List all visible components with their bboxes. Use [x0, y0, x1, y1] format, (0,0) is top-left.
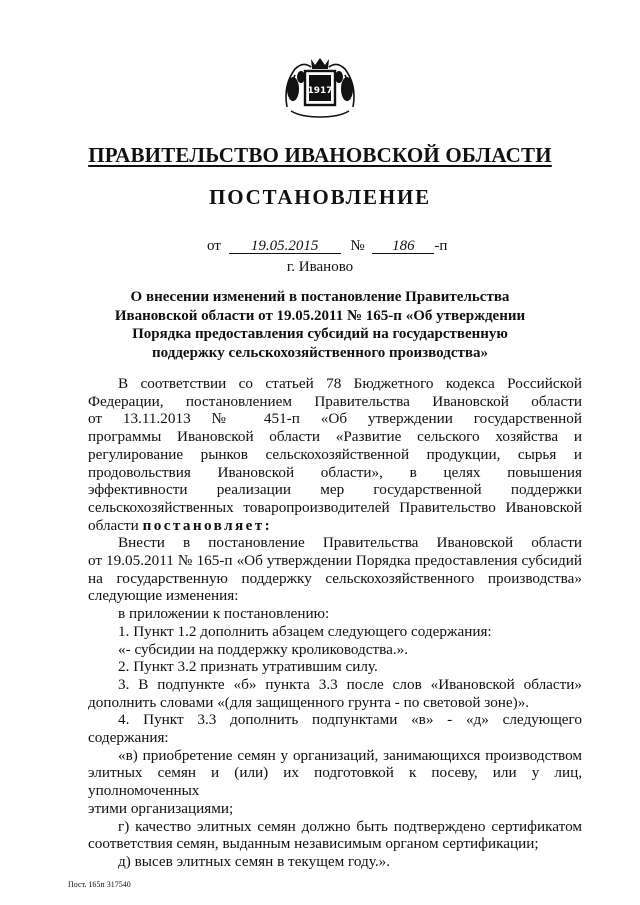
- document-subject: О внесении изменений в постановление Правительства Ивановской области от 19.05.2011 № 165-п «Об утверждении Порядка предоставления субсидий на государственную поддержку сельскохозяйственного производства»: [114, 289, 526, 361]
- preamble-line: программы Ивановской области «Развитие сельского хозяйства и: [88, 428, 582, 446]
- preamble-line: В соответствии со статьей 78 Бюджетного кодекса Российской: [118, 375, 582, 392]
- item-3-line: 3. В подпункте «б» пункта 3.3 после слов «Ивановской области»: [118, 675, 582, 693]
- preamble-line: продовольствия Ивановской области», в целях повышения: [88, 463, 582, 481]
- item-1: 1. Пункт 1.2 дополнить абзацем следующего содержания:: [118, 622, 492, 640]
- handwritten-number: 186: [372, 239, 434, 254]
- resolves-keyword: постановляет:: [142, 516, 273, 534]
- subitem-d-line: д) высев элитных семян в текущем году.».: [118, 852, 391, 870]
- date-number-line: [207, 238, 447, 255]
- item-4-line: 4. Пункт 3.3 дополнить подпунктами «в» - «д» следующего: [118, 711, 582, 729]
- amend-line: следующие изменения:: [88, 587, 239, 605]
- appendix-line: в приложении к постановлению:: [118, 605, 330, 623]
- emblem-year: 1917: [307, 86, 333, 96]
- handwritten-date: 19.05.2015: [229, 239, 341, 254]
- item-4-line: содержания:: [88, 729, 169, 747]
- preamble-last-line: [88, 517, 582, 535]
- government-title: ПРАВИТЕЛЬСТВО ИВАНОВСКОЙ ОБЛАСТИ: [88, 143, 552, 167]
- document-type: ПОСТАНОВЛЕНИЕ: [209, 185, 431, 209]
- subitem-v-line: «в) приобретение семян у организаций, занимающихся производством: [118, 746, 582, 764]
- preamble-line: от 13.11.2013 № 451-п «Об утверждении государственной: [88, 410, 582, 428]
- date-prefix: от: [207, 238, 221, 254]
- subitem-g-line: г) качество элитных семян должно быть подтверждено сертификатом: [118, 817, 582, 835]
- document-body: [88, 375, 582, 871]
- number-prefix: №: [350, 238, 365, 254]
- preamble-text: области: [88, 516, 143, 534]
- footer-code: Пост. 165п 317540: [68, 880, 131, 889]
- city: г. Иваново: [286, 259, 354, 275]
- subitem-g-line: соответствия семян, выданным независимым органом сертификации;: [88, 835, 539, 853]
- item-3-line: дополнить словами «(для защищенного грунта - по световой зоне)».: [88, 693, 530, 711]
- preamble-line: Федерации, постановлением Правительства Ивановской области: [88, 392, 582, 410]
- preamble-line: регулирование рынков сельскохозяйственной продукции, сырья и: [88, 445, 582, 463]
- subitem-v-line: элитных семян и (или) их подготовкой к посеву, или у лиц, уполномоченных: [88, 764, 582, 800]
- item-2: 2. Пункт 3.2 признать утратившим силу.: [118, 658, 378, 676]
- number-suffix: -п: [434, 238, 448, 254]
- coat-of-arms-emblem: [281, 55, 359, 121]
- preamble-line: сельскохозяйственных товаропроизводителей Правительство Ивановской: [88, 498, 582, 516]
- item-1-quote: «- субсидии на поддержку кролиководства.».: [118, 640, 409, 658]
- amend-line: от 19.05.2011 № 165-п «Об утверждении Порядка предоставления субсидий: [88, 552, 582, 570]
- subitem-v-line: этими организациями;: [88, 799, 234, 817]
- amend-line: на государственную поддержку сельскохозяйственного производства»: [88, 569, 582, 587]
- preamble-line: эффективности реализации мер государственной поддержки: [88, 481, 582, 499]
- amend-line: Внести в постановление Правительства Ивановской области: [118, 534, 582, 552]
